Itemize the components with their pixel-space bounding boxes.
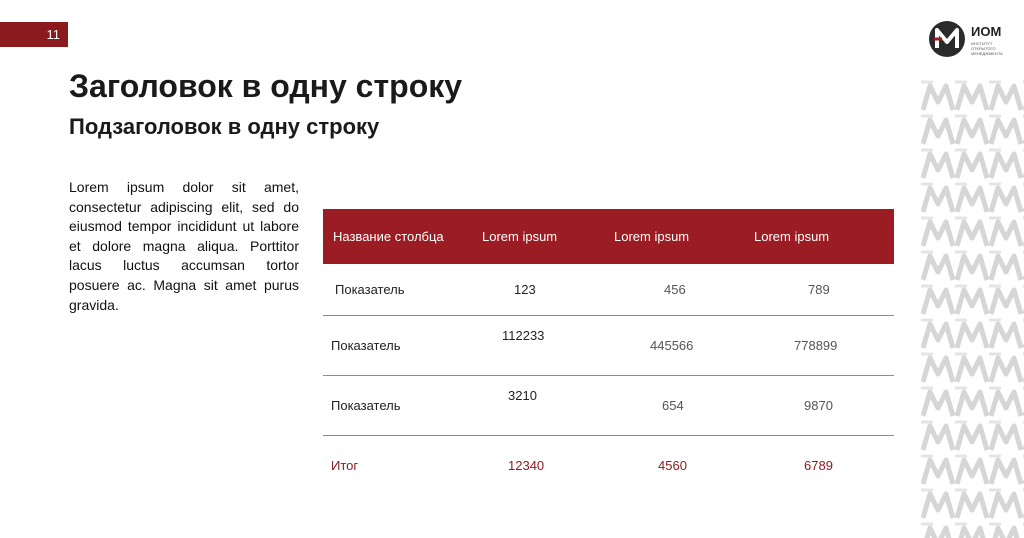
logo (928, 20, 1020, 62)
column-header: Lorem ipsum (754, 229, 830, 244)
slide-number-badge (0, 22, 68, 47)
logo-tagline: ИНСТИТУТ ОТКРЫТОГО МЕНЕДЖМЕНТА (971, 41, 1003, 56)
table-row (323, 315, 894, 375)
table-cell: 778899 (794, 337, 838, 353)
data-table (323, 209, 894, 495)
table-row (323, 375, 894, 435)
logo-title: ИОМ (971, 24, 1002, 39)
table-total-row (323, 435, 894, 495)
slide-number: 11 (46, 27, 60, 42)
table-cell: 123 (514, 281, 536, 297)
decorative-pattern (921, 80, 1024, 538)
table-cell: 654 (662, 397, 684, 413)
column-header: Lorem ipsum (482, 229, 558, 244)
row-label: Показатель (331, 337, 401, 353)
table-row (323, 264, 894, 315)
table-cell: 789 (808, 281, 830, 297)
table-cell: 445566 (650, 337, 694, 353)
total-cell: 12340 (508, 457, 545, 473)
body-paragraph: Lorem ipsum dolor sit amet, consectetur adipiscing elit, sed do eiusmod tempor incididunt ut labore et dolore magna aliqua. Porttitor lacus luctus accumsan tortor posuere ac. Magna sit amet purus gravida. (69, 179, 299, 313)
page-subtitle: Подзаголовок в одну строку (69, 114, 380, 139)
page-title: Заголовок в одну строку (69, 68, 463, 104)
table-cell: 3210 (508, 387, 537, 403)
column-header: Название столбца (333, 229, 444, 244)
total-cell: 4560 (658, 457, 687, 473)
row-label: Показатель (331, 397, 401, 413)
table-header-row (323, 209, 894, 264)
total-cell: 6789 (804, 457, 833, 473)
column-header: Lorem ipsum (614, 229, 690, 244)
table-cell: 9870 (804, 397, 833, 413)
logo-mark-icon (928, 20, 966, 58)
row-label: Показатель (335, 281, 405, 297)
table-cell: 456 (664, 281, 686, 297)
total-label: Итог (331, 457, 359, 473)
table-cell: 112233 (502, 327, 545, 343)
